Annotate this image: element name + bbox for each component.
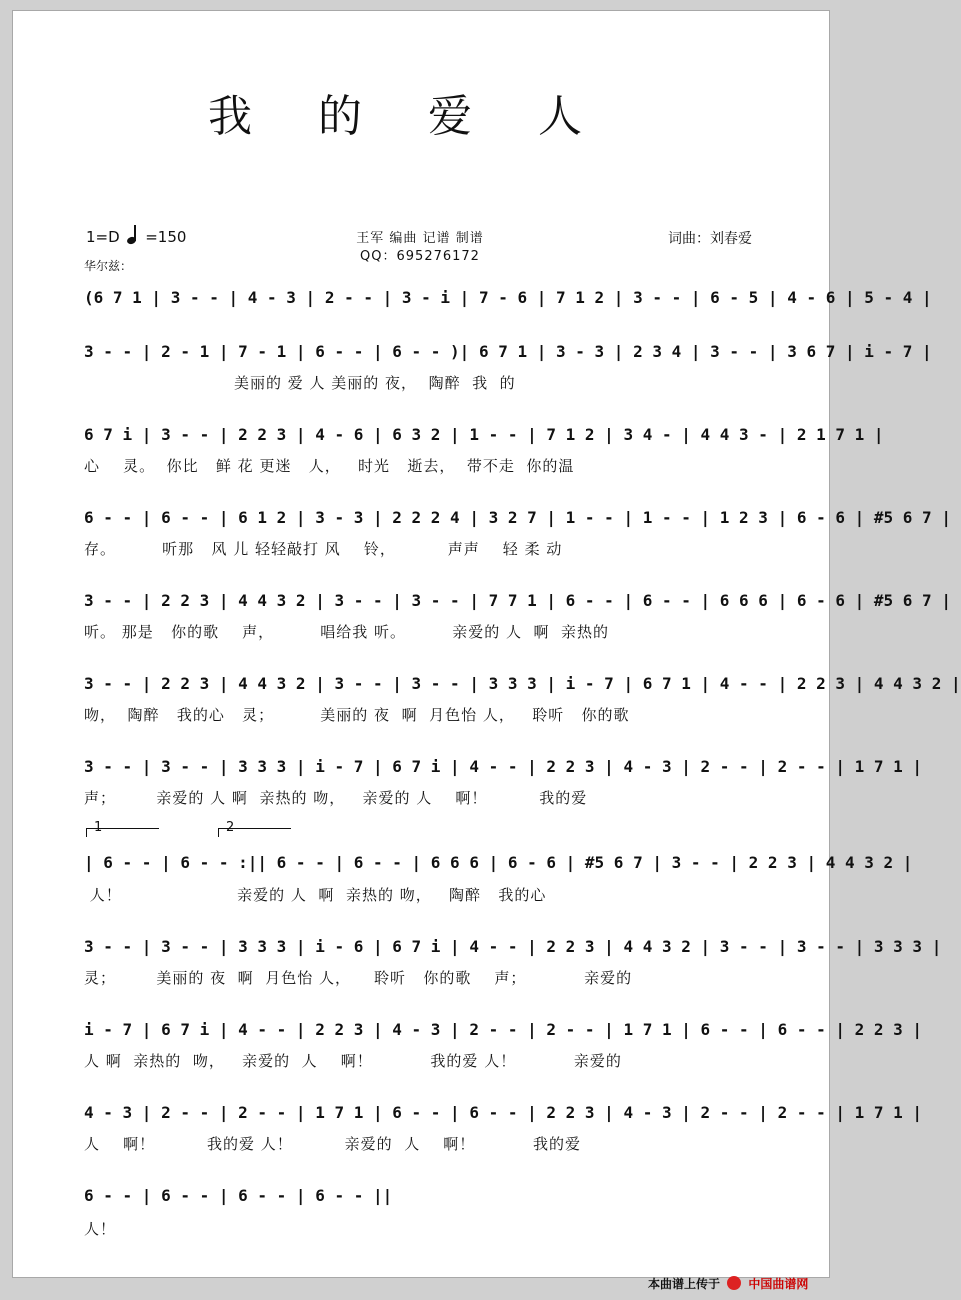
key-tempo [86,228,186,246]
lyric-row-10: 人 啊 亲热的 吻， 亲爱的 人 啊！ 我的爱 人！ 亲爱的 [84,1052,622,1070]
arranger-line: 王军 编曲 记谱 制谱 [356,231,484,246]
style-mark: 华尔兹： [84,259,133,273]
upload-footer [648,1275,808,1292]
footer-prefix: 本曲谱上传于 [648,1277,721,1291]
notation-row-2: 3 - - | 2 - 1 | 7 - 1 | 6 - - | 6 - - )| 6 7 1 | 3 - 3 | 2 3 4 | 3 - - | 3 6 7 | i - 7 | [84,342,932,361]
lyric-row-3: 心 灵。 你比 鲜 花 更迷 人， 时光 逝去， 带不走 你的温 [84,457,575,475]
notation-row-5: 3 - - | 2 2 3 | 4 4 3 2 | 3 - - | 3 - - | 7 7 1 | 6 - - | 6 - - | 6 6 6 | 6 - 6 | #5 6 7 | [84,591,951,610]
lyric-row-7: 声； 亲爱的 人 啊 亲热的 吻， 亲爱的 人 啊！ 我的爱 [84,789,588,807]
song-title: 我 的 爱 人 [208,91,608,142]
lyric-row-11: 人 啊！ 我的爱 人！ 亲爱的 人 啊！ 我的爱 [84,1135,581,1153]
tempo-value: =150 [145,228,187,246]
lyric-row-9: 灵； 美丽的 夜 啊 月色怡 人， 聆听 你的歌 声； 亲爱的 [84,969,633,987]
lyric-row-4: 存。 听那 风 儿 轻轻敲打 风 铃， 声声 轻 柔 动 [84,540,563,558]
lyric-row-2: 美丽的 爱 人 美丽的 夜， 陶醉 我 的 [84,374,516,392]
volta-1: 1 [94,820,103,835]
lyric-row-8: 人！ 亲爱的 人 啊 亲热的 吻， 陶醉 我的心 [84,886,547,904]
notation-row-10: i - 7 | 6 7 i | 4 - - | 2 2 3 | 4 - 3 | 2 - - | 2 - - | 1 7 1 | 6 - - | 6 - - | 2 2 3 | [84,1020,923,1039]
volta-2: 2 [226,820,235,835]
qq-line: QQ：695276172 [360,249,480,264]
lyric-row-5: 听。 那是 你的歌 声， 唱给我 听。 亲爱的 人 啊 亲热的 [84,623,610,641]
notation-row-1: (6 7 1 | 3 - - | 4 - 3 | 2 - - | 3 - i | 7 - 6 | 7 1 2 | 3 - - | 6 - 5 | 4 - 6 | 5 - 4 | [84,288,932,307]
footer-site[interactable]: 中国曲谱网 [748,1277,809,1291]
notation-row-12: 6 - - | 6 - - | 6 - - | 6 - - || [84,1186,393,1205]
notation-row-3: 6 7 i | 3 - - | 2 2 3 | 4 - 6 | 6 3 2 | 1 - - | 7 1 2 | 3 4 - | 4 4 3 - | 2 1 7 1 | [84,425,884,444]
notation-row-6: 3 - - | 2 2 3 | 4 4 3 2 | 3 - - | 3 - - | 3 3 3 | i - 7 | 6 7 1 | 4 - - | 2 2 3 | 4 4 3 2 | [84,674,961,693]
key-signature: 1=D [86,228,120,246]
notation-row-8: | 6 - - | 6 - - :|| 6 - - | 6 - - | 6 6 6 | 6 - 6 | #5 6 7 | 3 - - | 2 2 3 | 4 4 3 2 | [84,853,913,872]
notation-row-9: 3 - - | 3 - - | 3 3 3 | i - 6 | 6 7 i | 4 - - | 2 2 3 | 4 4 3 2 | 3 - - | 3 - - | 3 3 3 | [84,937,942,956]
credits [300,230,540,266]
lyric-row-12: 人！ [84,1220,117,1238]
lyric-row-6: 吻， 陶醉 我的心 灵； 美丽的 夜 啊 月色怡 人， 聆听 你的歌 [84,706,630,724]
notation-row-4: 6 - - | 6 - - | 6 1 2 | 3 - 3 | 2 2 2 4 | 3 2 7 | 1 - - | 1 - - | 1 2 3 | 6 - 6 | #5 6 7 | [84,508,951,527]
lyricist: 词曲：刘春爱 [668,231,752,247]
quarter-note-icon [127,228,137,244]
site-logo-icon [727,1276,741,1290]
notation-row-11: 4 - 3 | 2 - - | 2 - - | 1 7 1 | 6 - - | 6 - - | 2 2 3 | 4 - 3 | 2 - - | 2 - - | 1 7 1 | [84,1103,923,1122]
notation-row-7: 3 - - | 3 - - | 3 3 3 | i - 7 | 6 7 i | 4 - - | 2 2 3 | 4 - 3 | 2 - - | 2 - - | 1 7 1 | [84,757,923,776]
